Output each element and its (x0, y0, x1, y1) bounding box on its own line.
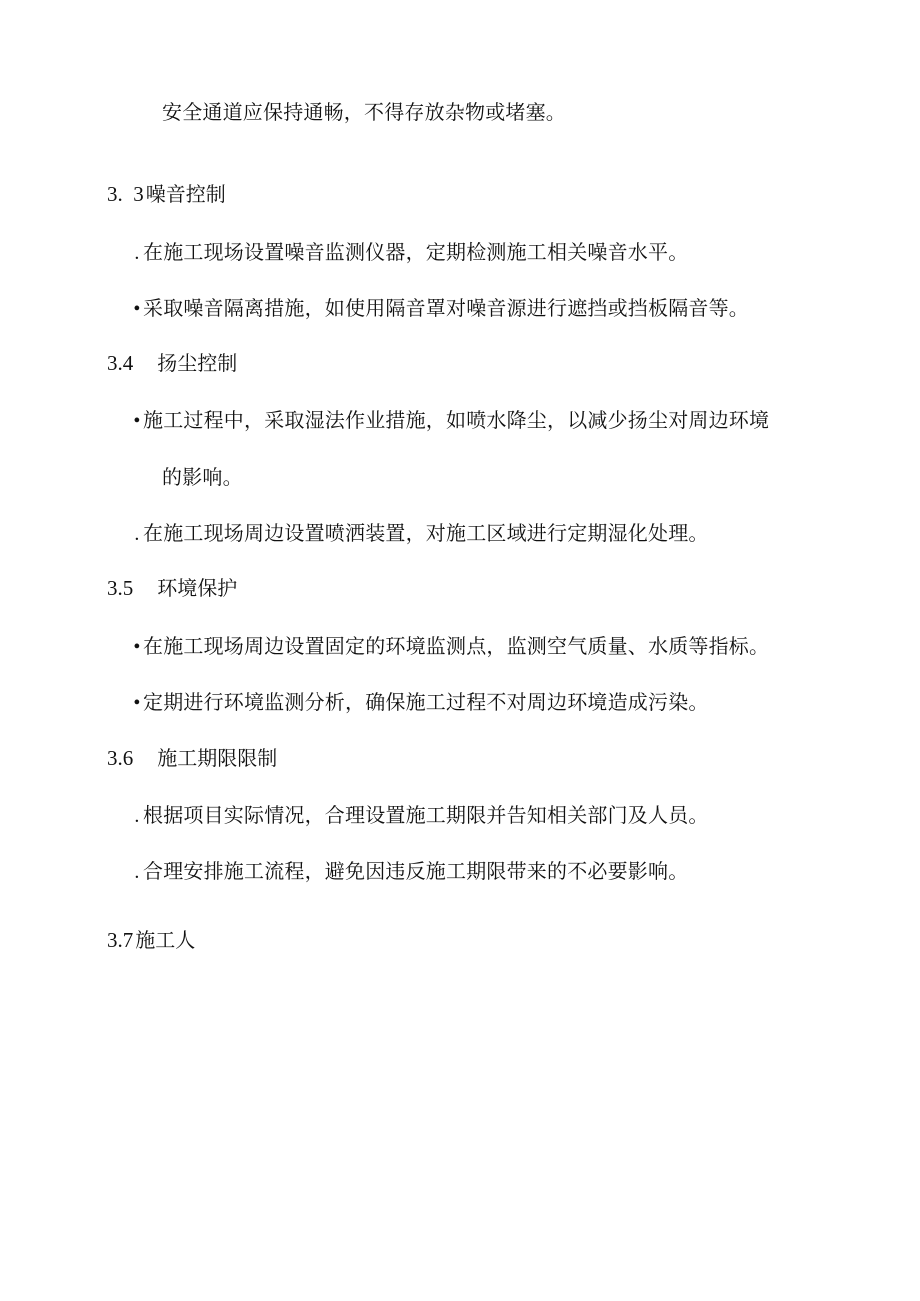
item-text: 采取噪音隔离措施，如使用隔音罩对噪音源进行遮挡或挡板隔音等。 (143, 296, 749, 320)
item-marker: • (133, 410, 141, 432)
paragraph-continuation (162, 463, 243, 491)
section-heading-3-7 (107, 926, 195, 954)
list-item (131, 632, 769, 661)
section-number: 3.5 (107, 576, 134, 600)
list-item (131, 294, 749, 323)
item-text: 在施工现场周边设置固定的环境监测点，监测空气质量、水质等指标。 (143, 634, 770, 658)
section-title: 扬尘控制 (157, 351, 238, 375)
list-item (131, 406, 769, 435)
section-number: 3. 3 (107, 182, 144, 206)
list-item (131, 857, 688, 886)
paragraph-text: 安全通道应保持通畅，不得存放杂物或堵塞。 (162, 100, 566, 124)
item-text: 在施工现场设置噪音监测仪器，定期检测施工相关噪音水平。 (143, 240, 689, 264)
section-number: 3.7 (107, 928, 134, 952)
paragraph-text: 的影响。 (162, 465, 243, 489)
section-title: 环境保护 (157, 576, 238, 600)
item-marker: • (133, 692, 141, 714)
paragraph-line (162, 98, 566, 126)
item-text: 在施工现场周边设置喷洒装置，对施工区域进行定期湿化处理。 (143, 521, 709, 545)
item-marker: . (134, 805, 140, 827)
item-marker: • (133, 298, 141, 320)
item-text: 根据项目实际情况，合理设置施工期限并告知相关部门及人员。 (143, 803, 709, 827)
list-item (131, 688, 709, 717)
list-item (131, 238, 688, 267)
item-text: 合理安排施工流程，避免因违反施工期限带来的不必要影响。 (143, 859, 689, 883)
section-heading-3-5 (107, 574, 237, 602)
item-marker: . (134, 861, 140, 883)
section-number: 3.6 (107, 746, 134, 770)
section-heading-3-4 (107, 349, 237, 377)
section-title: 施工期限限制 (157, 746, 278, 770)
item-text: 定期进行环境监测分析，确保施工过程不对周边环境造成污染。 (143, 690, 709, 714)
section-title: 施工人 (135, 928, 196, 952)
list-item (131, 801, 709, 830)
section-number: 3.4 (107, 351, 134, 375)
item-text: 施工过程中，采取湿法作业措施，如喷水降尘，以减少扬尘对周边环境 (143, 408, 770, 432)
item-marker: . (134, 523, 140, 545)
list-item (131, 519, 709, 548)
section-heading-3-6 (107, 744, 277, 772)
item-marker: . (134, 242, 140, 264)
section-heading-3-3 (107, 180, 226, 208)
item-marker: • (133, 636, 141, 658)
section-title: 噪音控制 (145, 182, 226, 206)
